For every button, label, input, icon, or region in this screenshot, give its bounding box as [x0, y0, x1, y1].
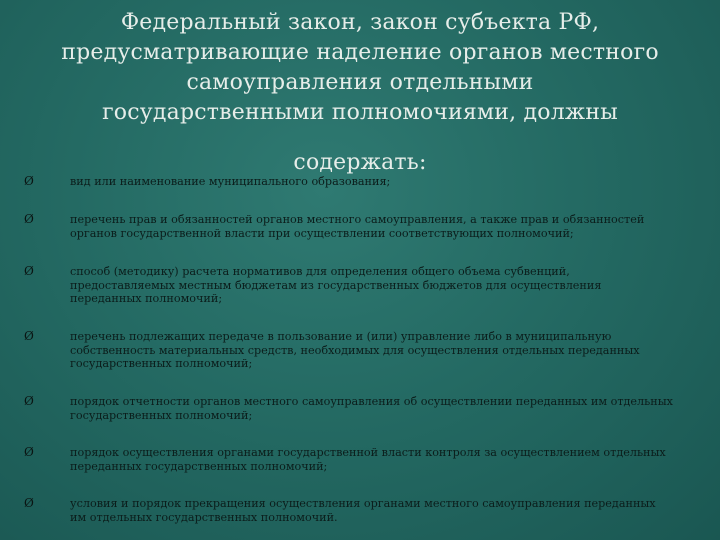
arrow-bullet-icon: Ø: [24, 174, 34, 188]
list-item-text: перечень подлежащих передаче в пользование и (или) управление либо в муниципальную собственность материальных средств, необходимых для осуществления отдельных переданных государственных полномочий;: [70, 330, 640, 370]
list-item-text: условия и порядок прекращения осуществления органами местного самоуправления переданных им отдельных государственных полномочий.: [70, 497, 656, 524]
list-item-text: способ (методику) расчета нормативов для определения общего объема субвенций, предоставляемых местным бюджетам из государственных бюджетов для осуществления переданных полномочий;: [70, 265, 602, 305]
list-item: [24, 497, 674, 524]
arrow-bullet-icon: Ø: [24, 496, 34, 510]
title-line: содержать:: [293, 150, 427, 175]
list-item-text: перечень прав и обязанностей органов местного самоуправления, а также прав и обязанностей органов государственной власти при осуществлении соответствующих полномочий;: [70, 213, 645, 240]
arrow-bullet-icon: Ø: [24, 329, 34, 343]
list-item: [24, 446, 674, 473]
list-item-text: вид или наименование муниципального образования;: [70, 175, 391, 188]
list-item: [24, 395, 674, 422]
title-line: государственными полномочиями, должны: [102, 100, 618, 125]
list-item: [24, 330, 674, 371]
list-item-text: порядок отчетности органов местного самоуправления об осуществлении переданных им отдельных государственных полномочий;: [70, 395, 673, 422]
arrow-bullet-icon: Ø: [24, 212, 34, 226]
arrow-bullet-icon: Ø: [24, 264, 34, 278]
title-line: предусматривающие наделение органов местного: [61, 40, 659, 65]
list-item-text: порядок осуществления органами государственной власти контроля за осуществлением отдельных переданных государственных полномочий;: [70, 446, 666, 473]
list-item: [24, 265, 674, 306]
title-line: Федеральный закон, закон субъекта РФ,: [120, 10, 600, 35]
list-item: [24, 175, 674, 189]
arrow-bullet-icon: Ø: [24, 394, 34, 408]
arrow-bullet-icon: Ø: [24, 445, 34, 459]
slide-title: [40, 8, 680, 178]
title-line: самоуправления отдельными: [186, 70, 534, 95]
list-item: [24, 213, 674, 240]
